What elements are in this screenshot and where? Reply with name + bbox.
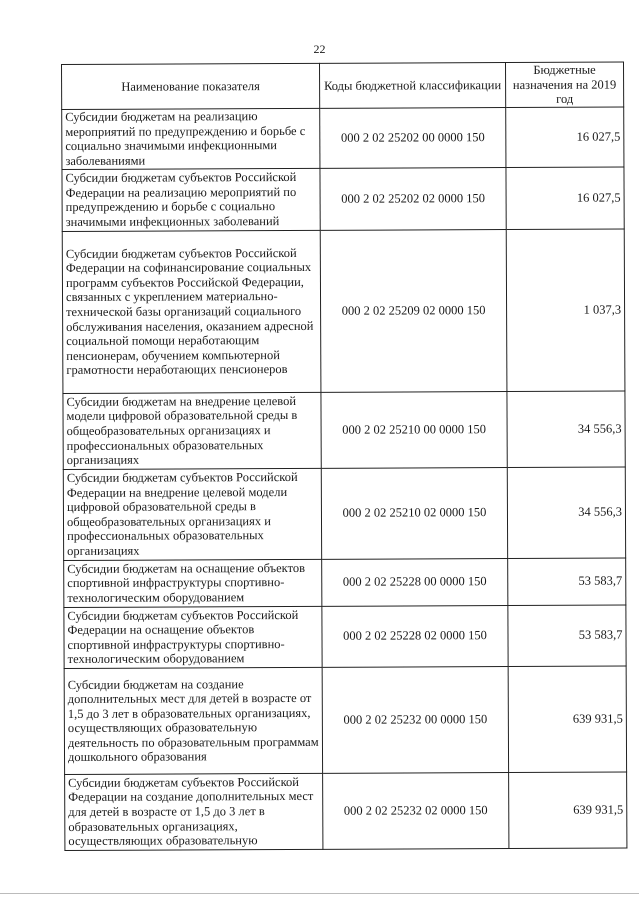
row-name: Субсидии бюджетам субъектов Российской Федерации на создание дополнительных мест для детей в возрасте от 1,5 до 3 лет в образовательных организациях, осуществляющих образовательную	[65, 773, 323, 850]
table-row	[64, 666, 626, 774]
row-amount: 34 556,3	[507, 391, 625, 468]
row-code: 000 2 02 25228 00 0000 150	[322, 558, 508, 606]
row-amount: 639 931,5	[508, 666, 626, 773]
row-name: Субсидии бюджетам субъектов Российской Федерации на оснащение объектов спортивной инфраструктуры спортивно-технологическим оборудованием	[64, 606, 322, 668]
table-header-row	[62, 62, 624, 109]
table-row	[62, 107, 624, 169]
row-name: Субсидии бюджетам на реализацию мероприятий по предупреждению и борьбе с социально значимыми инфекционными заболеваниями	[62, 108, 320, 169]
table-row	[62, 167, 624, 231]
table-row	[65, 772, 627, 850]
header-name: Наименование показателя	[62, 63, 320, 109]
row-code: 000 2 02 25210 02 0000 150	[321, 467, 507, 559]
table-row	[62, 229, 625, 393]
row-amount: 53 583,7	[508, 558, 626, 606]
row-amount: 1 037,3	[506, 229, 625, 392]
row-amount: 16 027,5	[506, 167, 624, 230]
row-amount: 16 027,5	[506, 107, 624, 168]
row-code: 000 2 02 25210 00 0000 150	[321, 391, 507, 468]
row-amount: 34 556,3	[507, 467, 625, 559]
table-row	[63, 391, 625, 469]
row-code: 000 2 02 25202 00 0000 150	[320, 107, 506, 168]
row-code: 000 2 02 25232 00 0000 150	[322, 666, 508, 773]
row-name: Субсидии бюджетам на внедрение целевой модели цифровой образовательной среды в общеобразовательных организациях и профессиональных образовательных организациях	[63, 392, 321, 469]
row-amount: 53 583,7	[508, 605, 626, 667]
row-amount: 639 931,5	[509, 772, 627, 849]
page-number: 22	[313, 42, 326, 56]
header-amount: Бюджетные назначения на 2019 год	[505, 62, 623, 107]
row-name: Субсидии бюджетам субъектов Российской Федерации на реализацию мероприятий по предупреждению и борьбе с социально значимыми инфекционных заболеваний	[62, 168, 320, 231]
row-code: 000 2 02 25202 02 0000 150	[320, 167, 506, 230]
row-code: 000 2 02 25232 02 0000 150	[323, 772, 509, 849]
row-code: 000 2 02 25228 02 0000 150	[322, 605, 508, 667]
table-row	[64, 605, 626, 668]
row-name: Субсидии бюджетам субъектов Российской Федерации на внедрение целевой модели цифровой образовательной среды в общеобразовательных организациях и профессиональных образовательных организациях	[63, 468, 321, 560]
table-row	[64, 558, 626, 607]
row-name: Субсидии бюджетам на оснащение объектов спортивной инфраструктуры спортивно-технологическим оборудованием	[64, 559, 322, 607]
row-code: 000 2 02 25209 02 0000 150	[320, 229, 507, 392]
page-bottom-edge	[0, 893, 639, 894]
table-row	[63, 467, 625, 560]
header-code: Коды бюджетной классификации	[319, 63, 505, 109]
budget-table	[61, 62, 627, 851]
row-name: Субсидии бюджетам субъектов Российской Федерации на софинансирование социальных программ субъектов Российской Федерации, связанных с укреплением материально-технической базы организаций социального обслуживания населения, оказанием адресной социальной помощи неработающим пенсионерам, обучением компьютерной грамотности неработающих пенсионеров	[62, 230, 321, 393]
row-name: Субсидии бюджетам на создание дополнительных мест для детей в возрасте от 1,5 до 3 лет в образовательных организациях, осуществляющих образовательную деятельность по образовательным программам дошкольного образования	[64, 667, 322, 774]
